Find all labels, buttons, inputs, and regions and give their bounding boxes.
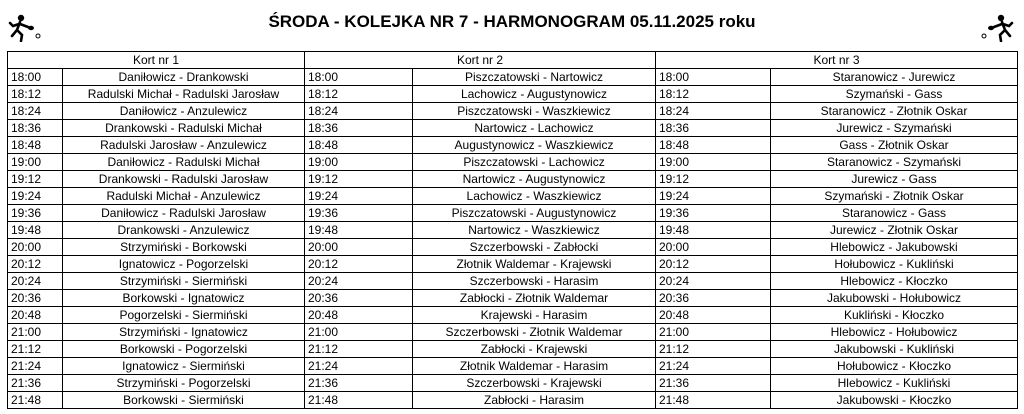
match-time: 21:00 [305, 324, 413, 341]
match-time: 18:36 [305, 120, 413, 137]
match-pairing: Jakubowski - Kłoczko [771, 392, 1018, 409]
match-pairing: Staranowicz - Złotnik Oskar [771, 103, 1018, 120]
match-time: 21:12 [656, 341, 771, 358]
match-pairing: Piszczatowski - Augustynowicz [413, 205, 656, 222]
match-pairing: Lachowicz - Waszkiewicz [413, 188, 656, 205]
match-pairing: Nartowicz - Lachowicz [413, 120, 656, 137]
match-time: 20:24 [305, 273, 413, 290]
match-pairing: Jakubowski - Kukliński [771, 341, 1018, 358]
match-pairing: Radulski Michał - Anzulewicz [63, 188, 305, 205]
match-pairing: Ignatowicz - Siermiński [63, 358, 305, 375]
match-pairing: Zabłocki - Harasim [413, 392, 656, 409]
match-time: 19:00 [656, 154, 771, 171]
court-header: Kort nr 2 [305, 52, 656, 69]
table-row [8, 375, 1018, 392]
match-time: 20:36 [305, 290, 413, 307]
match-pairing: Staranowicz - Gass [771, 205, 1018, 222]
match-pairing: Radulski Michał - Radulski Jarosław [63, 86, 305, 103]
court-header: Kort nr 1 [8, 52, 305, 69]
match-time: 20:48 [8, 307, 63, 324]
match-time: 19:48 [8, 222, 63, 239]
match-time: 20:24 [8, 273, 63, 290]
match-time: 19:12 [656, 171, 771, 188]
match-time: 18:12 [305, 86, 413, 103]
match-pairing: Jurewicz - Szymański [771, 120, 1018, 137]
match-pairing: Gass - Złotnik Oskar [771, 137, 1018, 154]
match-time: 21:36 [305, 375, 413, 392]
match-pairing: Hlebowicz - Kukliński [771, 375, 1018, 392]
match-pairing: Kukliński - Kłoczko [771, 307, 1018, 324]
match-time: 20:48 [305, 307, 413, 324]
match-pairing: Radulski Jarosław - Anzulewicz [63, 137, 305, 154]
match-time: 19:24 [656, 188, 771, 205]
match-time: 21:00 [8, 324, 63, 341]
table-tennis-player-icon [8, 14, 42, 42]
match-time: 18:12 [656, 86, 771, 103]
match-time: 19:12 [305, 171, 413, 188]
match-time: 19:00 [8, 154, 63, 171]
court-header-row [8, 52, 1018, 69]
table-row [8, 171, 1018, 188]
match-pairing: Strzymiński - Ignatowicz [63, 324, 305, 341]
match-time: 21:24 [305, 358, 413, 375]
match-time: 20:12 [8, 256, 63, 273]
match-pairing: Złotnik Waldemar - Harasim [413, 358, 656, 375]
match-pairing: Hołubowicz - Kłoczko [771, 358, 1018, 375]
match-time: 21:48 [305, 392, 413, 409]
match-time: 18:00 [8, 69, 63, 86]
match-time: 20:00 [8, 239, 63, 256]
match-time: 20:48 [656, 307, 771, 324]
match-pairing: Piszczatowski - Waszkiewicz [413, 103, 656, 120]
match-pairing: Hlebowicz - Hołubowicz [771, 324, 1018, 341]
match-pairing: Borkowski - Ignatowicz [63, 290, 305, 307]
match-pairing: Daniłowicz - Anzulewicz [63, 103, 305, 120]
match-time: 19:12 [8, 171, 63, 188]
table-row [8, 86, 1018, 103]
match-pairing: Augustynowicz - Waszkiewicz [413, 137, 656, 154]
match-time: 18:36 [8, 120, 63, 137]
match-pairing: Hołubowicz - Kukliński [771, 256, 1018, 273]
match-time: 21:12 [305, 341, 413, 358]
match-pairing: Jakubowski - Hołubowicz [771, 290, 1018, 307]
match-pairing: Drankowski - Radulski Jarosław [63, 171, 305, 188]
match-time: 21:36 [8, 375, 63, 392]
match-time: 21:00 [656, 324, 771, 341]
match-time: 21:48 [656, 392, 771, 409]
match-pairing: Strzymiński - Siermiński [63, 273, 305, 290]
table-row [8, 324, 1018, 341]
match-time: 21:24 [8, 358, 63, 375]
match-time: 20:12 [656, 256, 771, 273]
match-time: 18:24 [8, 103, 63, 120]
match-time: 19:36 [305, 205, 413, 222]
match-pairing: Zabłocki - Krajewski [413, 341, 656, 358]
table-row [8, 103, 1018, 120]
table-row [8, 188, 1018, 205]
match-pairing: Krajewski - Harasim [413, 307, 656, 324]
match-pairing: Szczerbowski - Zabłocki [413, 239, 656, 256]
match-pairing: Borkowski - Pogorzelski [63, 341, 305, 358]
match-time: 20:12 [305, 256, 413, 273]
match-time: 18:24 [305, 103, 413, 120]
match-pairing: Piszczatowski - Nartowicz [413, 69, 656, 86]
match-pairing: Strzymiński - Borkowski [63, 239, 305, 256]
table-row [8, 120, 1018, 137]
page-title: ŚRODA - KOLEJKA NR 7 - HARMONOGRAM 05.11.2025 roku [268, 12, 756, 31]
table-row [8, 392, 1018, 409]
match-time: 19:36 [656, 205, 771, 222]
table-row [8, 307, 1018, 324]
match-pairing: Piszczatowski - Lachowicz [413, 154, 656, 171]
match-pairing: Szymański - Złotnik Oskar [771, 188, 1018, 205]
match-time: 19:00 [305, 154, 413, 171]
match-pairing: Szczerbowski - Harasim [413, 273, 656, 290]
table-row [8, 358, 1018, 375]
match-time: 18:48 [8, 137, 63, 154]
match-pairing: Daniłowicz - Radulski Michał [63, 154, 305, 171]
table-row [8, 69, 1018, 86]
match-pairing: Staranowicz - Szymański [771, 154, 1018, 171]
match-time: 19:24 [8, 188, 63, 205]
match-pairing: Strzymiński - Pogorzelski [63, 375, 305, 392]
table-row [8, 239, 1018, 256]
match-time: 21:24 [656, 358, 771, 375]
table-row [8, 205, 1018, 222]
match-pairing: Staranowicz - Jurewicz [771, 69, 1018, 86]
court-header: Kort nr 3 [656, 52, 1018, 69]
table-row [8, 290, 1018, 307]
table-row [8, 256, 1018, 273]
match-pairing: Szczerbowski - Złotnik Waldemar [413, 324, 656, 341]
match-pairing: Hlebowicz - Jakubowski [771, 239, 1018, 256]
match-pairing: Ignatowicz - Pogorzelski [63, 256, 305, 273]
schedule-table [7, 51, 1018, 409]
match-time: 20:36 [8, 290, 63, 307]
table-row [8, 222, 1018, 239]
match-time: 20:00 [656, 239, 771, 256]
match-pairing: Pogorzelski - Siermiński [63, 307, 305, 324]
match-time: 19:48 [656, 222, 771, 239]
match-time: 21:48 [8, 392, 63, 409]
match-time: 19:48 [305, 222, 413, 239]
match-time: 20:36 [656, 290, 771, 307]
match-pairing: Daniłowicz - Drankowski [63, 69, 305, 86]
match-pairing: Zabłocki - Złotnik Waldemar [413, 290, 656, 307]
match-time: 18:24 [656, 103, 771, 120]
match-pairing: Szczerbowski - Krajewski [413, 375, 656, 392]
match-time: 20:24 [656, 273, 771, 290]
match-time: 18:00 [305, 69, 413, 86]
match-pairing: Złotnik Waldemar - Krajewski [413, 256, 656, 273]
match-pairing: Lachowicz - Augustynowicz [413, 86, 656, 103]
table-row [8, 137, 1018, 154]
match-pairing: Szymański - Gass [771, 86, 1018, 103]
match-time: 18:48 [656, 137, 771, 154]
match-pairing: Daniłowicz - Radulski Jarosław [63, 205, 305, 222]
match-pairing: Jurewicz - Złotnik Oskar [771, 222, 1018, 239]
match-pairing: Nartowicz - Augustynowicz [413, 171, 656, 188]
match-time: 18:00 [656, 69, 771, 86]
match-time: 19:36 [8, 205, 63, 222]
match-pairing: Drankowski - Anzulewicz [63, 222, 305, 239]
match-time: 20:00 [305, 239, 413, 256]
table-tennis-player-icon [980, 14, 1014, 42]
match-time: 18:36 [656, 120, 771, 137]
match-pairing: Nartowicz - Waszkiewicz [413, 222, 656, 239]
match-time: 18:12 [8, 86, 63, 103]
match-pairing: Borkowski - Siermiński [63, 392, 305, 409]
match-time: 21:36 [656, 375, 771, 392]
table-row [8, 341, 1018, 358]
table-row [8, 273, 1018, 290]
match-time: 21:12 [8, 341, 63, 358]
match-time: 19:24 [305, 188, 413, 205]
match-pairing: Drankowski - Radulski Michał [63, 120, 305, 137]
match-time: 18:48 [305, 137, 413, 154]
match-pairing: Hlebowicz - Kłoczko [771, 273, 1018, 290]
table-row [8, 154, 1018, 171]
match-pairing: Jurewicz - Gass [771, 171, 1018, 188]
